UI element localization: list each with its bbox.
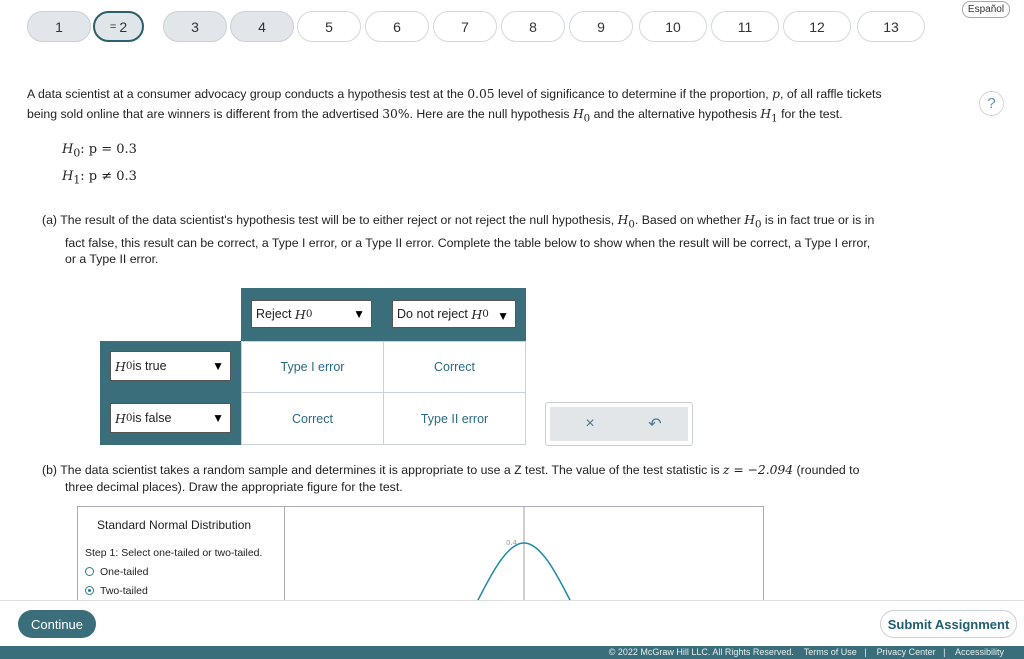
question-12-button[interactable]: [783, 11, 851, 42]
cell-false-reject[interactable]: Correct: [242, 393, 383, 444]
question-7-label: 7: [461, 18, 469, 35]
privacy-link[interactable]: Privacy Center: [876, 647, 936, 657]
undo-button[interactable]: [625, 407, 685, 441]
close-icon: ×: [585, 415, 595, 432]
h0-subscript: 0: [628, 218, 635, 231]
two-tailed-label: Two-tailed: [100, 585, 148, 597]
h0-symbol: H: [115, 410, 126, 426]
question-6-label: 6: [393, 18, 401, 35]
problem-text: for the test.: [777, 107, 843, 121]
submit-assignment-button[interactable]: Submit Assignment: [880, 610, 1017, 638]
question-5-button[interactable]: [297, 11, 361, 42]
row-2-select[interactable]: [110, 403, 231, 433]
select-label: is true: [132, 359, 167, 373]
h0-subscript: 0: [754, 218, 762, 231]
cell-true-reject[interactable]: Type I error: [242, 342, 383, 392]
h0-symbol: H: [115, 358, 126, 374]
h0-expression: : p = 0.3: [80, 142, 137, 157]
question-7-button[interactable]: [433, 11, 497, 42]
terms-link[interactable]: Terms of Use: [803, 647, 857, 657]
question-2-button[interactable]: [93, 11, 144, 42]
part-a-text: [42, 212, 942, 267]
h0-symbol: H: [572, 107, 584, 121]
h0-subscript: 0: [583, 112, 591, 125]
h1-expression: : p ≠ 0.3: [80, 169, 137, 184]
significance-level: 0.05: [467, 87, 495, 101]
part-a-sentence: or a Type II error.: [65, 252, 159, 267]
h0-subscript: 0: [482, 308, 489, 320]
null-hypothesis: [62, 142, 137, 160]
undo-icon: ↶: [648, 416, 662, 433]
one-tailed-label: One-tailed: [100, 566, 149, 578]
select-label: is false: [132, 411, 172, 425]
current-question-icon: =: [109, 20, 117, 33]
part-b-sentence: (rounded to: [793, 463, 860, 477]
question-6-button[interactable]: [365, 11, 429, 42]
question-3-label: 3: [191, 18, 199, 35]
copyright-text: © 2022 McGraw Hill LLC. All Rights Reserved.: [608, 647, 794, 657]
question-11-label: 11: [737, 18, 753, 35]
part-b-sentence: three decimal places). Draw the appropriate figure for the test.: [65, 480, 403, 494]
part-a-sentence: The result of the data scientist's hypothesis test will be to either reject or not reject the null hypothesis,: [60, 213, 618, 227]
one-tailed-option[interactable]: [85, 566, 148, 578]
part-b-text: [42, 462, 942, 495]
test-statistic: z = −2.094: [723, 463, 794, 477]
h1-subscript: 1: [771, 112, 778, 125]
part-b-sentence: The data scientist takes a random sample and determines it is appropriate to use a Z test. The value of the test statistic is: [60, 463, 724, 477]
problem-text: being sold online that are winners is different from the advertised: [27, 107, 383, 121]
h0-subscript: 0: [125, 360, 133, 372]
part-a-sentence: fact false, this result can be correct, a Type I error, or a Type II error. Complete the table below to show when the result will be correct, a Type I error,: [65, 236, 871, 251]
two-tailed-option[interactable]: [85, 585, 148, 597]
part-a-sentence: is in fact true or is in: [761, 213, 875, 227]
h1-symbol: H: [760, 107, 772, 121]
cell-false-not-reject[interactable]: Type II error: [384, 393, 525, 444]
h1-symbol: H: [62, 169, 74, 184]
question-9-label: 9: [597, 18, 605, 35]
distribution-controls: [78, 507, 285, 605]
problem-text: . Here are the null hypothesis: [409, 107, 573, 121]
part-a-label: (a): [42, 213, 58, 227]
question-11-button[interactable]: [711, 11, 779, 42]
espanol-button[interactable]: Español: [962, 1, 1010, 18]
question-8-button[interactable]: [501, 11, 565, 42]
question-9-button[interactable]: [569, 11, 633, 42]
question-1-button[interactable]: [27, 11, 91, 42]
question-4-button[interactable]: [230, 11, 294, 42]
question-2-label: 2: [119, 18, 128, 35]
select-label: Reject: [256, 307, 292, 321]
normal-curve-plot: [284, 507, 763, 605]
problem-text: , of all raffle tickets: [780, 87, 882, 101]
proportion-symbol: p: [772, 87, 780, 101]
problem-text: A data scientist at a consumer advocacy group conducts a hypothesis test at the: [27, 87, 468, 101]
alternative-hypothesis: [62, 169, 137, 187]
panel-title: Standard Normal Distribution: [97, 518, 252, 532]
select-label: Do not reject: [397, 307, 468, 321]
question-navigation: [0, 0, 1024, 60]
y-tick-label: 0.4: [506, 539, 518, 547]
question-13-button[interactable]: [857, 11, 925, 42]
answer-tools-bar: [550, 407, 688, 441]
advertised-percent: 30%: [382, 107, 410, 121]
question-8-label: 8: [529, 18, 537, 35]
step-1-label: Step 1: Select one-tailed or two-tailed.: [85, 547, 263, 559]
problem-text: level of significance to determine if the proportion,: [494, 87, 773, 101]
h0-subscript: 0: [125, 412, 133, 424]
question-5-label: 5: [325, 18, 333, 35]
answer-tools: [545, 402, 693, 446]
question-10-button[interactable]: [639, 11, 707, 42]
dropdown-arrow-icon: ▼: [212, 411, 224, 425]
question-3-button[interactable]: [163, 11, 227, 42]
h0-subscript: 0: [73, 146, 81, 160]
question-10-label: 10: [665, 18, 681, 35]
part-b-label: (b): [42, 463, 58, 477]
question-4-label: 4: [258, 18, 266, 35]
h1-subscript: 1: [73, 173, 81, 187]
h0-symbol: H: [62, 142, 74, 157]
h0-symbol: H: [617, 213, 629, 227]
dropdown-arrow-icon: ▼: [212, 359, 224, 373]
standard-normal-panel: [77, 506, 764, 606]
accessibility-link[interactable]: Accessibility: [954, 647, 1004, 657]
cell-true-not-reject[interactable]: Correct: [384, 342, 525, 392]
help-button[interactable]: ?: [979, 91, 1004, 116]
two-tailed-radio[interactable]: [85, 586, 94, 595]
h0-subscript: 0: [305, 308, 313, 320]
clear-button[interactable]: [560, 407, 620, 441]
problem-statement: [27, 84, 957, 128]
question-12-label: 12: [809, 18, 825, 35]
question-1-label: 1: [55, 18, 63, 35]
part-a-sentence: . Based on whether: [634, 213, 745, 227]
h0-symbol: H: [471, 306, 483, 322]
row-1-select[interactable]: [110, 351, 231, 381]
dropdown-arrow-icon: ▼: [353, 307, 365, 321]
footer: [0, 646, 1024, 659]
problem-text: and the alternative hypothesis: [590, 107, 761, 121]
h0-symbol: H: [744, 213, 755, 227]
dropdown-arrow-icon: ▼: [497, 309, 509, 323]
footer-links: © 2022 McGraw Hill LLC. All Rights Reserved. Terms of Use | Privacy Center | Accessibility: [608, 647, 1004, 657]
continue-button[interactable]: Continue: [18, 610, 96, 638]
column-2-select[interactable]: [392, 300, 516, 328]
one-tailed-radio[interactable]: [85, 567, 94, 576]
question-13-label: 13: [883, 18, 899, 35]
column-1-select[interactable]: [251, 300, 372, 328]
h0-symbol: H: [294, 306, 306, 322]
